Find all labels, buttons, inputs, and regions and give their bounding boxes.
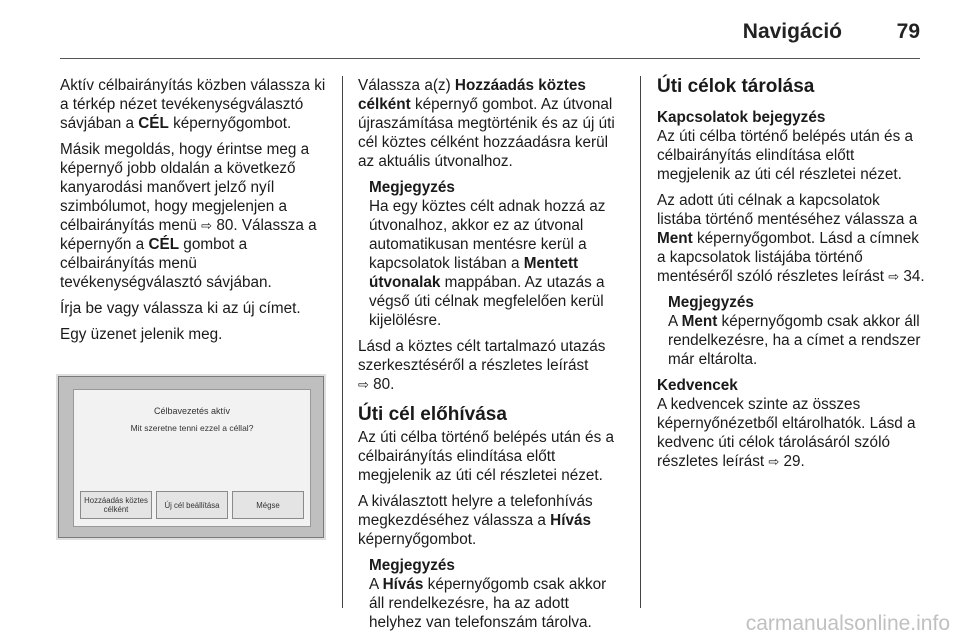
page-ref-arrow-icon: ⇨ xyxy=(768,454,780,469)
section-title: Navigáció xyxy=(742,20,842,43)
paragraph: Egy üzenet jelenik meg. xyxy=(60,326,223,343)
add-waypoint-button[interactable]: Hozzáadás köztes célként xyxy=(80,491,152,519)
note-title: Megjegyzés xyxy=(369,179,455,196)
paragraph: A kiválasztott helyre a telefonhívás megkezdéséhez válassza a Hívás képernyőgombot. xyxy=(358,493,593,548)
paragraph: Írja be vagy válassza ki az új címet. xyxy=(60,300,301,317)
paragraph: A kedvencek szinte az összes képernyőnézetből eltárolhatók. Lásd a kedvenc úti célok tárolásáról szóló részletes leírást ⇨ 29. xyxy=(657,396,916,470)
column-divider xyxy=(640,76,641,608)
page-ref-arrow-icon: ⇨ xyxy=(358,377,369,392)
paragraph: Az úti célba történő belépés után és a célbairányítás elindítása előtt megjelenik az úti cél részletei nézet. xyxy=(657,128,913,183)
watermark: carmanualsonline.info xyxy=(745,612,950,635)
note-title: Megjegyzés xyxy=(668,294,754,311)
dialog-question: Mit szeretne tenni ezzel a céllal? xyxy=(130,423,254,433)
paragraph: Másik megoldás, hogy érintse meg a képernyő jobb oldalán a következő kanyarodási manővert jelző nyíl szimbólumot, hogy megjelenjen a célbairányítás menü ⇨ 80. Válassza a képernyőn a CÉL gombot a célbairányítás menü tevékenységválasztó sávjában. xyxy=(60,141,317,291)
paragraph: Válassza a(z) Hozzáadás köztes célként képernyő gombot. Az útvonal újraszámítása megtörténik és az új úti cél köztes célként hozzáadásra kerül az aktuális útvonalhoz. xyxy=(358,77,615,170)
note-box: Megjegyzés Ha egy köztes célt adnak hozzá az útvonalhoz, akkor ez az útvonal automatikusan mentésre kerül a kapcsolatok listában a Mentett útvonalak mappában. Az utazás a végső úti célnak megfelelően kerül kijelölésre. xyxy=(358,178,624,330)
column-3 xyxy=(657,76,925,478)
subsection-heading: Kapcsolatok bejegyzés xyxy=(657,109,826,126)
column-divider xyxy=(342,76,343,608)
note-box: Megjegyzés A Hívás képernyőgomb csak akkor áll rendelkezésre, ha az adott helyhez van telefonszám tárolva. xyxy=(358,556,624,632)
paragraph: Aktív célbairányítás közben válassza ki a térkép nézet tevékenységválasztó sávjában a CÉL képernyőgombot. xyxy=(60,77,326,132)
note-title: Megjegyzés xyxy=(369,557,455,574)
screen-figure xyxy=(58,376,324,538)
header-rule xyxy=(60,58,920,59)
section-heading: Úti célok tárolása xyxy=(657,76,815,97)
page-number: 79 xyxy=(896,20,920,43)
cancel-button[interactable]: Mégse xyxy=(232,491,304,519)
dialog-screen xyxy=(73,389,311,527)
paragraph: Az adott úti célnak a kapcsolatok listába történő mentéséhez válassza a Ment képernyőgombot. Lásd a címnek a kapcsolatok listájába történő mentéséről szóló részletes leírást ⇨ 34. xyxy=(657,192,925,285)
dialog-title: Célbavezetés aktív xyxy=(153,406,231,416)
new-destination-button[interactable]: Új cél beállítása xyxy=(156,491,228,519)
paragraph: Lásd a köztes célt tartalmazó utazás szerkesztéséről a részletes leírást ⇨ 80. xyxy=(358,338,606,393)
note-box: Megjegyzés A Ment képernyőgomb csak akkor áll rendelkezésre, ha a címet a rendszer már eltárolta. xyxy=(657,293,925,369)
page-ref-arrow-icon: ⇨ xyxy=(201,218,213,233)
subsection-heading: Kedvencek xyxy=(657,377,738,394)
page-ref-arrow-icon: ⇨ xyxy=(888,269,900,284)
paragraph: Az úti célba történő belépés után és a célbairányítás elindítása előtt megjelenik az úti cél részletei nézet. xyxy=(358,429,614,484)
page-header xyxy=(0,0,960,60)
section-heading: Úti cél előhívása xyxy=(358,404,507,425)
column-2 xyxy=(358,76,624,639)
column-1 xyxy=(60,76,328,351)
